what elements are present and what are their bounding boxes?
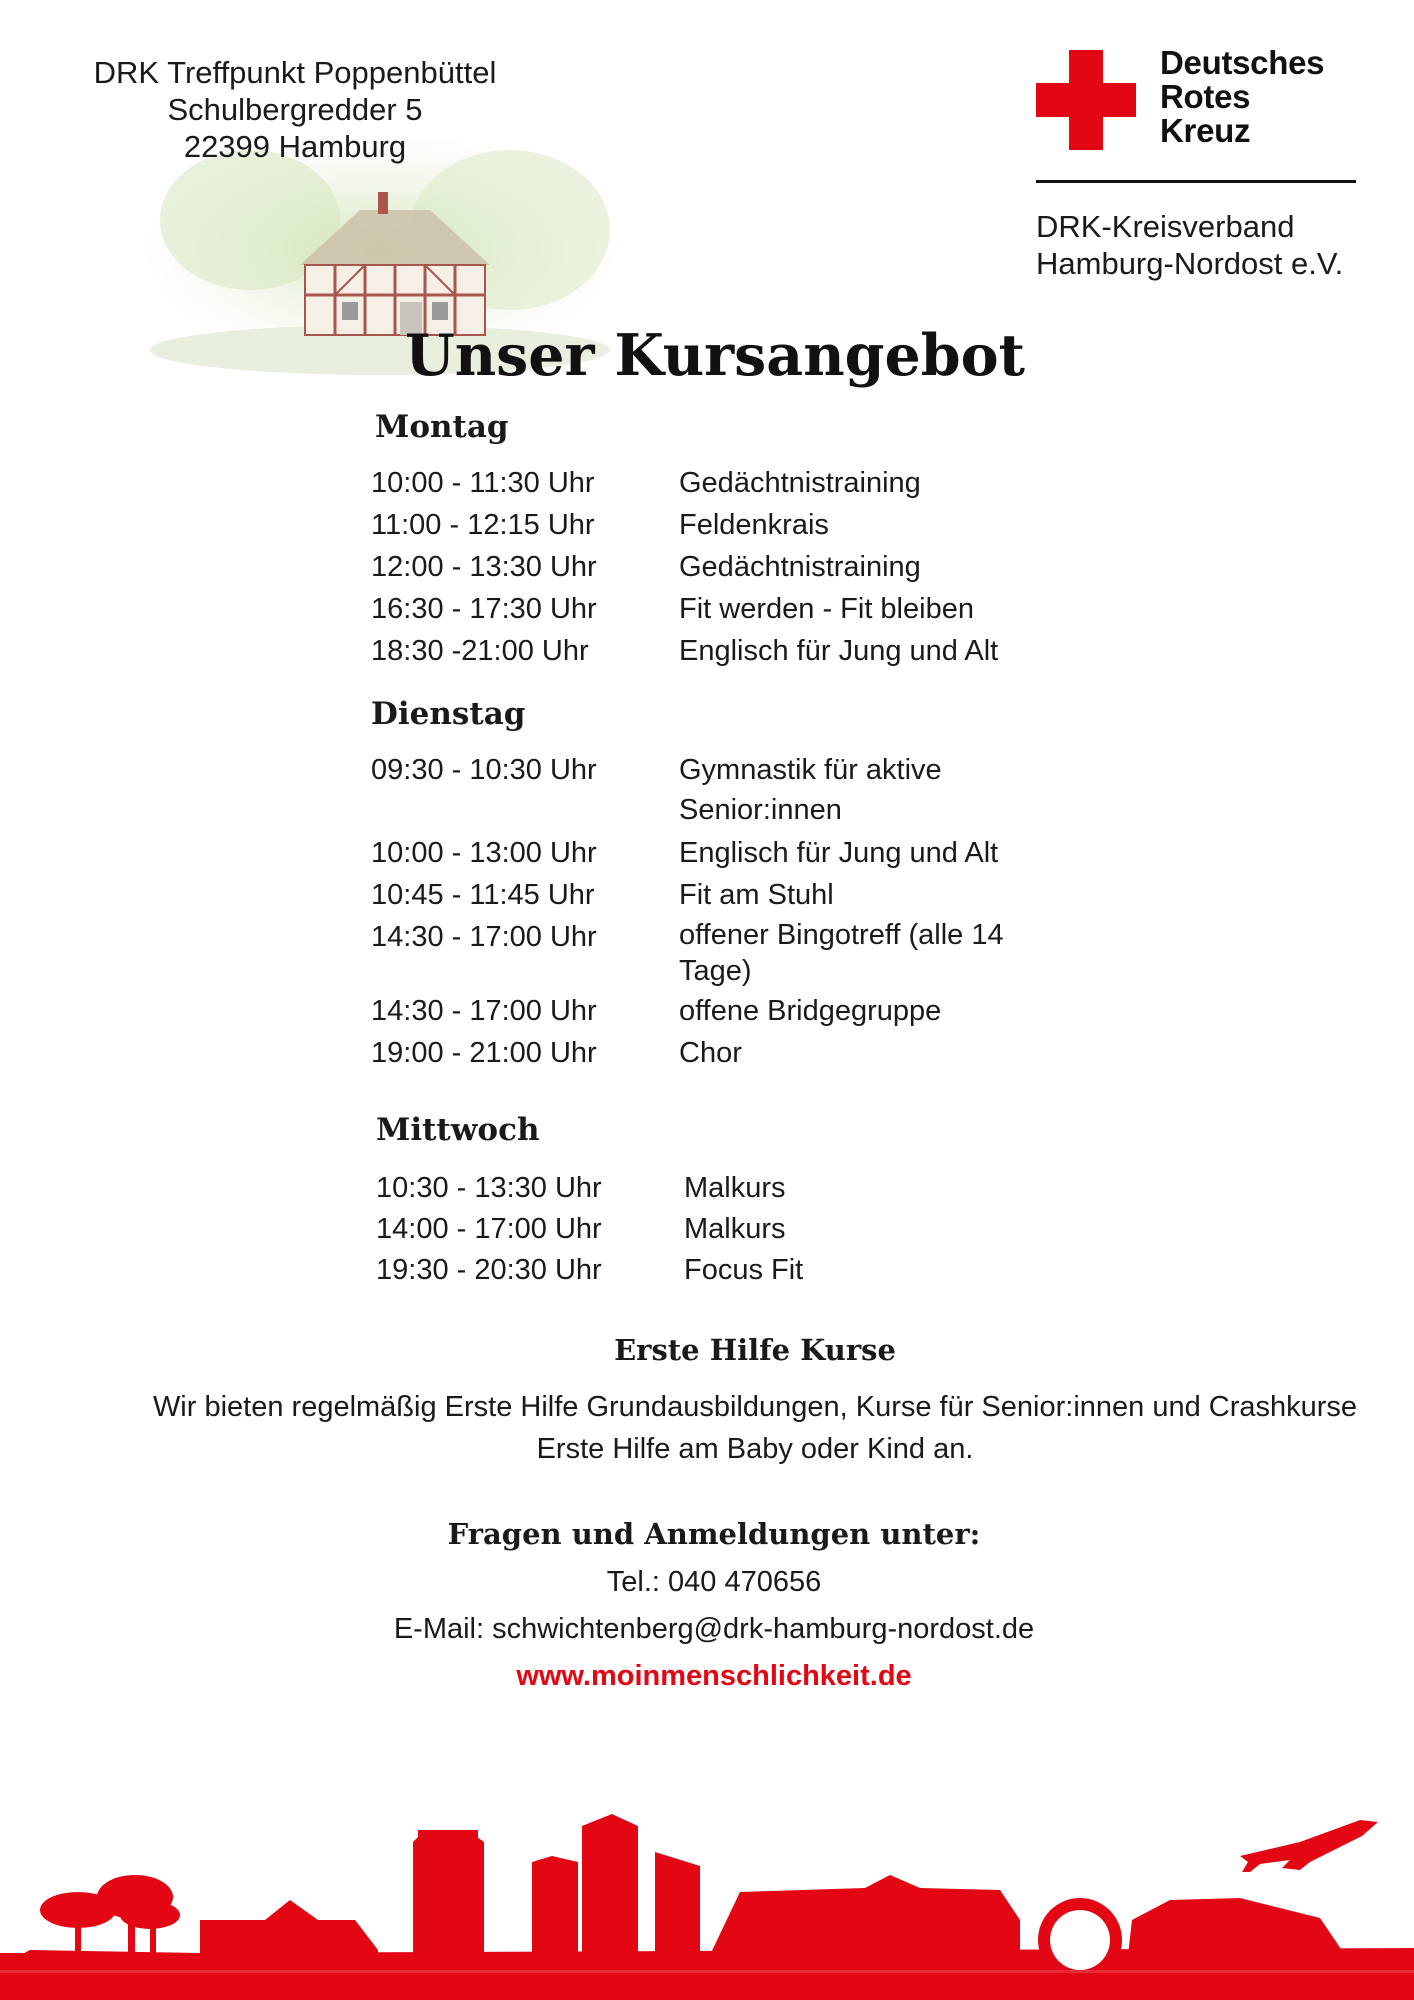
course-row [371,750,1059,830]
contact-heading: Fragen und Anmeldungen unter: [447,1517,981,1551]
course-name: Gedächtnistraining [679,551,921,583]
course-name: Gedächtnistraining [679,467,921,499]
schedule-dienstag [371,750,1059,1073]
schedule-mittwoch [376,1168,1064,1290]
course-row [371,991,1059,1031]
logo-divider [1036,180,1356,183]
course-time: 19:00 - 21:00 Uhr [371,1037,597,1069]
first-aid-description: Wir bieten regelmäßig Erste Hilfe Grundausbildungen, Kurse für Senior:innen und Crashkurse Erste Hilfe am Baby oder Kind an. [152,1391,1358,1465]
course-time: 10:45 - 11:45 Uhr [371,879,595,911]
first-aid-heading: Erste Hilfe Kurse [614,1333,896,1367]
course-time: 18:30 -21:00 Uhr [371,635,589,667]
course-row [376,1209,1064,1249]
brand-line: Deutsches [1160,44,1325,81]
address-city: 22399 Hamburg [183,129,407,164]
course-time: 10:30 - 13:30 Uhr [376,1172,602,1204]
course-name: Chor [679,1037,742,1069]
course-time: 10:00 - 13:00 Uhr [371,837,597,869]
course-row [371,875,1059,915]
course-time: 16:30 - 17:30 Uhr [371,593,597,625]
organization-name [1036,208,1343,282]
course-row [376,1168,1064,1208]
course-row [371,631,1059,671]
course-name: Fit werden - Fit bleiben [679,593,974,625]
address-block [60,54,530,165]
course-name: Fit am Stuhl [679,879,834,911]
course-name: Englisch für Jung und Alt [679,635,999,667]
course-row [371,463,1059,503]
org-line: DRK-Kreisverband [1036,209,1295,244]
course-row [371,1033,1059,1073]
org-line: Hamburg-Nordost e.V. [1036,246,1344,281]
address-name: DRK Treffpunkt Poppenbüttel [93,55,497,90]
course-name: Gymnastik für aktive Senior:innen [679,754,942,826]
course-time: 09:30 - 10:30 Uhr [371,754,597,786]
day-heading-mittwoch: Mittwoch [376,1112,540,1148]
page-title: Unser Kursangebot [405,322,1025,389]
course-name: Malkurs [684,1213,786,1245]
course-name: offene Bridgegruppe [679,995,942,1027]
contact-phone: Tel.: 040 470656 [606,1566,822,1598]
course-time: 14:30 - 17:00 Uhr [371,921,597,953]
schedule-montag [371,463,1059,671]
skyline-silhouette [0,1770,1414,2000]
brand-line: Rotes [1160,78,1251,115]
drk-logo [1036,44,1356,200]
course-time: 14:00 - 17:00 Uhr [376,1213,602,1245]
course-row [371,917,1059,989]
course-row [371,505,1059,545]
course-time: 11:00 - 12:15 Uhr [371,509,595,541]
course-name: Focus Fit [684,1254,804,1286]
course-row [371,589,1059,629]
address-street: Schulbergredder 5 [167,92,423,127]
brand-name [1160,46,1324,148]
course-row [376,1250,1064,1290]
red-cross-logo-icon [1036,50,1136,150]
course-time: 12:00 - 13:30 Uhr [371,551,597,583]
contact-email[interactable]: E-Mail: schwichtenberg@drk-hamburg-nordost.de [393,1613,1035,1645]
day-heading-montag: Montag [375,409,509,445]
course-name: Feldenkrais [679,509,829,541]
course-row [371,547,1059,587]
course-name: Malkurs [684,1172,786,1204]
website-link[interactable]: www.moinmenschlichkeit.de [516,1660,912,1692]
course-name: offener Bingotreff (alle 14 Tage) [679,919,1004,987]
course-name: Englisch für Jung und Alt [679,837,999,869]
course-time: 14:30 - 17:00 Uhr [371,995,597,1027]
day-heading-dienstag: Dienstag [371,696,526,732]
course-row [371,833,1059,873]
brand-line: Kreuz [1160,112,1251,149]
course-time: 19:30 - 20:30 Uhr [376,1254,602,1286]
course-time: 10:00 - 11:30 Uhr [371,467,595,499]
